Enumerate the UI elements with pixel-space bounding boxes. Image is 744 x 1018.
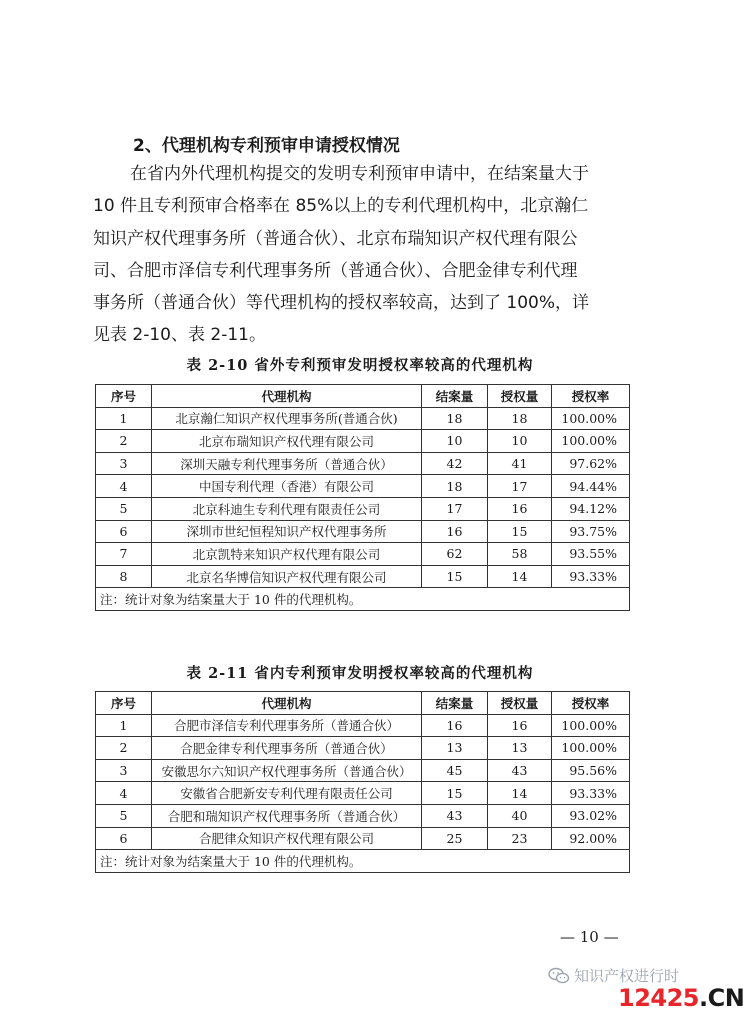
agency-cell: 合肥市泽信专利代理事务所（普通合伙）: [152, 714, 422, 737]
index-cell: 3: [96, 452, 152, 475]
closed-cases-cell: 16: [422, 714, 488, 737]
table-note-row: [96, 588, 630, 611]
granted-cell: 16: [488, 714, 552, 737]
agency-cell: 安徽思尔六知识产权代理事务所（普通合伙）: [152, 759, 422, 782]
table-2-10-caption: 表 2-10 省外专利预审发明授权率较高的代理机构: [186, 357, 534, 374]
granted-cell: 43: [488, 759, 552, 782]
table-2-11-caption: 表 2-11 省内专利预审发明授权率较高的代理机构: [186, 665, 534, 682]
paragraph-line: 知识产权代理事务所（普通合伙）、北京布瑞知识产权代理有限公: [93, 228, 578, 249]
index-cell: 2: [96, 737, 152, 760]
agency-cell: 北京瀚仁知识产权代理事务所(普通合伙): [152, 407, 422, 430]
site-logo-number: 12425: [618, 984, 699, 1012]
closed-cases-cell: 10: [422, 430, 488, 453]
header-cell: 授权率: [552, 385, 630, 408]
table-note: 注：统计对象为结案量大于 10 件的代理机构。: [96, 588, 630, 611]
granted-cell: 15: [488, 520, 552, 543]
grant-rate-cell: 93.33%: [552, 565, 630, 588]
header-cell: 结案量: [422, 385, 488, 408]
section-title: 2、代理机构专利预审申请授权情况: [133, 136, 400, 156]
closed-cases-cell: 62: [422, 543, 488, 566]
table-row: [96, 452, 630, 475]
index-cell: 5: [96, 804, 152, 827]
table-row: [96, 520, 630, 543]
index-cell: 6: [96, 827, 152, 850]
table-row: [96, 737, 630, 760]
header-cell: 授权量: [488, 692, 552, 715]
header-cell: 代理机构: [152, 692, 422, 715]
index-cell: 5: [96, 497, 152, 520]
site-logo-tld: .CN: [699, 984, 744, 1012]
index-cell: 4: [96, 782, 152, 805]
table-row: [96, 759, 630, 782]
table-header-row: [96, 385, 630, 408]
grant-rate-cell: 94.12%: [552, 497, 630, 520]
table-row: [96, 804, 630, 827]
table-row: [96, 497, 630, 520]
agency-cell: 安徽省合肥新安专利代理有限责任公司: [152, 782, 422, 805]
paragraph-line: 事务所（普通合伙）等代理机构的授权率较高，达到了 100%，详: [93, 293, 590, 314]
table-row: [96, 430, 630, 453]
index-cell: 4: [96, 475, 152, 498]
index-cell: 1: [96, 407, 152, 430]
closed-cases-cell: 18: [422, 475, 488, 498]
grant-rate-cell: 95.56%: [552, 759, 630, 782]
agency-cell: 北京布瑞知识产权代理有限公司: [152, 430, 422, 453]
paragraph-line: 司、合肥市泽信专利代理事务所（普通合伙）、合肥金律专利代理: [93, 260, 578, 281]
table-header-row: [96, 692, 630, 715]
body-paragraph: [93, 158, 633, 352]
header-cell: 结案量: [422, 692, 488, 715]
index-cell: 6: [96, 520, 152, 543]
agency-cell: 北京科迪生专利代理有限责任公司: [152, 497, 422, 520]
table-row: [96, 827, 630, 850]
grant-rate-cell: 93.02%: [552, 804, 630, 827]
grant-rate-cell: 97.62%: [552, 452, 630, 475]
table-row: [96, 565, 630, 588]
agency-cell: 合肥律众知识产权代理有限公司: [152, 827, 422, 850]
agency-cell: 合肥和瑞知识产权代理事务所（普通合伙）: [152, 804, 422, 827]
closed-cases-cell: 13: [422, 737, 488, 760]
index-cell: 8: [96, 565, 152, 588]
table-row: [96, 407, 630, 430]
header-cell: 序号: [96, 692, 152, 715]
header-cell: 序号: [96, 385, 152, 408]
agency-cell: 深圳天融专利代理事务所（普通合伙）: [152, 452, 422, 475]
table-2-11: [95, 691, 630, 873]
table-2-10: [95, 384, 630, 611]
grant-rate-cell: 93.75%: [552, 520, 630, 543]
wechat-icon: [548, 967, 570, 985]
agency-cell: 北京名华博信知识产权代理有限公司: [152, 565, 422, 588]
granted-cell: 13: [488, 737, 552, 760]
agency-cell: 中国专利代理（香港）有限公司: [152, 475, 422, 498]
closed-cases-cell: 25: [422, 827, 488, 850]
grant-rate-cell: 100.00%: [552, 714, 630, 737]
closed-cases-cell: 42: [422, 452, 488, 475]
granted-cell: 10: [488, 430, 552, 453]
table-row: [96, 782, 630, 805]
granted-cell: 18: [488, 407, 552, 430]
closed-cases-cell: 17: [422, 497, 488, 520]
index-cell: 1: [96, 714, 152, 737]
closed-cases-cell: 43: [422, 804, 488, 827]
closed-cases-cell: 15: [422, 782, 488, 805]
grant-rate-cell: 100.00%: [552, 430, 630, 453]
table-note-row: [96, 850, 630, 873]
grant-rate-cell: 92.00%: [552, 827, 630, 850]
paragraph-line: 在省内外代理机构提交的发明专利预审申请中，在结案量大于: [130, 164, 589, 184]
table-note: 注：统计对象为结案量大于 10 件的代理机构。: [96, 850, 630, 873]
granted-cell: 58: [488, 543, 552, 566]
grant-rate-cell: 93.33%: [552, 782, 630, 805]
header-cell: 代理机构: [152, 385, 422, 408]
closed-cases-cell: 45: [422, 759, 488, 782]
grant-rate-cell: 93.55%: [552, 543, 630, 566]
paragraph-line: 10 件且专利预审合格率在 85%以上的专利代理机构中，北京瀚仁: [93, 196, 589, 217]
closed-cases-cell: 15: [422, 565, 488, 588]
paragraph-line: 见表 2-10、表 2-11。: [93, 325, 266, 346]
table-row: [96, 543, 630, 566]
site-logo: [618, 984, 744, 1012]
header-cell: 授权率: [552, 692, 630, 715]
grant-rate-cell: 100.00%: [552, 737, 630, 760]
index-cell: 2: [96, 430, 152, 453]
agency-cell: 合肥金律专利代理事务所（普通合伙）: [152, 737, 422, 760]
granted-cell: 14: [488, 782, 552, 805]
index-cell: 3: [96, 759, 152, 782]
table-row: [96, 475, 630, 498]
granted-cell: 41: [488, 452, 552, 475]
header-cell: 授权量: [488, 385, 552, 408]
closed-cases-cell: 18: [422, 407, 488, 430]
agency-cell: 深圳市世纪恒程知识产权代理事务所: [152, 520, 422, 543]
table-row: [96, 714, 630, 737]
page-number: — 10 —: [560, 928, 619, 946]
closed-cases-cell: 16: [422, 520, 488, 543]
index-cell: 7: [96, 543, 152, 566]
granted-cell: 17: [488, 475, 552, 498]
granted-cell: 14: [488, 565, 552, 588]
granted-cell: 16: [488, 497, 552, 520]
grant-rate-cell: 100.00%: [552, 407, 630, 430]
grant-rate-cell: 94.44%: [552, 475, 630, 498]
granted-cell: 23: [488, 827, 552, 850]
watermark-text: 知识产权进行时: [574, 967, 680, 985]
watermark: [548, 965, 679, 986]
granted-cell: 40: [488, 804, 552, 827]
agency-cell: 北京凯特来知识产权代理有限公司: [152, 543, 422, 566]
